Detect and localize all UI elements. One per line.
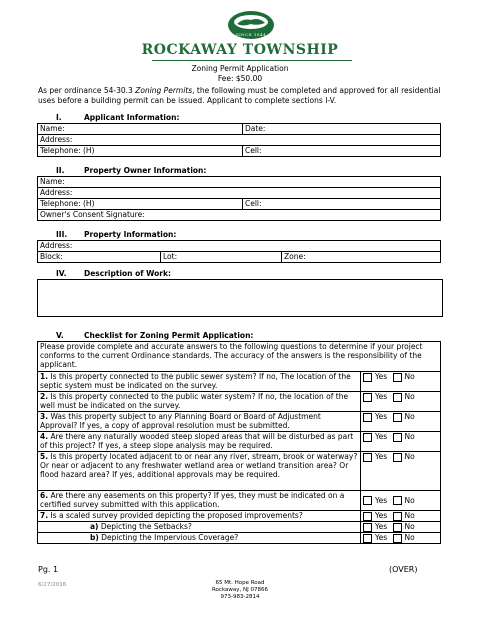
over-label: (OVER) (389, 565, 418, 574)
checklist-q7-answer: Yes No (361, 511, 441, 522)
checklist-intro: Please provide complete and accurate answers to the following questions to determine if your project conforms to the current Ordinance standards. The accuracy of the answers is the responsibility of the applicant. (38, 342, 441, 372)
footer-phone: 973-983-2814 (220, 594, 260, 600)
owner-telephone-field[interactable]: Telephone: (H) (38, 199, 243, 210)
section-5-title: V. Checklist for Zoning Permit Application: (56, 331, 254, 340)
q4-no-checkbox[interactable] (393, 433, 402, 442)
q6-yes-checkbox[interactable] (363, 496, 372, 505)
applicant-date-field[interactable]: Date: (243, 124, 441, 135)
q1-no-checkbox[interactable] (393, 373, 402, 382)
checklist-q4-answer: Yes No (361, 432, 441, 452)
owner-name-field[interactable]: Name: (38, 177, 441, 188)
property-address-field[interactable]: Address: (38, 241, 441, 252)
fee-label: Fee: $50.00 (217, 74, 263, 83)
checklist-q7a: a) Depicting the Setbacks? (38, 522, 361, 533)
checklist-q5: 5. Is this property located adjacent to or near any river, stream, brook or waterway? Or near or adjacent to any freshwater wetland area or wetland transition area? Or flood hazard area? If yes, additional approvals may be required. (38, 452, 361, 491)
township-logo-icon (227, 10, 275, 42)
property-table (37, 240, 441, 263)
q2-yes-checkbox[interactable] (363, 393, 372, 402)
checklist-q7: 7. Is a scaled survey provided depicting the proposed improvements? (38, 511, 361, 522)
checklist-q3: 3. Was this property subject to any Planning Board or Board of Adjustment Approval? If yes, a copy of approval resolution must be submitted. (38, 412, 361, 432)
q7a-yes-checkbox[interactable] (363, 523, 372, 532)
checklist-q1: 1. Is this property connected to the public sewer system? If no, The location of the septic system must be indicated on the survey. (38, 372, 361, 392)
footer-date: 6/27/2016 (38, 582, 67, 588)
owner-table (37, 176, 441, 221)
checklist-q2: 2. Is this property connected to the public water system? If no, the location of the well must be indicated on the survey. (38, 392, 361, 412)
form-title: Zoning Permit Application (191, 64, 289, 73)
owner-consent-field[interactable]: Owner's Consent Signature: (38, 210, 441, 221)
footer-address (180, 580, 300, 601)
q5-yes-checkbox[interactable] (363, 453, 372, 462)
checklist-q1-answer: Yes No (361, 372, 441, 392)
q7a-no-checkbox[interactable] (393, 523, 402, 532)
checklist-table (37, 341, 441, 544)
owner-cell-field[interactable]: Cell: (243, 199, 441, 210)
q7b-yes-checkbox[interactable] (363, 534, 372, 543)
checklist-q3-answer: Yes No (361, 412, 441, 432)
q5-no-checkbox[interactable] (393, 453, 402, 462)
applicant-telephone-field[interactable]: Telephone: (H) (38, 146, 243, 157)
q7-yes-checkbox[interactable] (363, 512, 372, 521)
page-number: Pg. 1 (38, 565, 59, 574)
description-of-work-box[interactable] (37, 279, 443, 317)
township-name: ROCKAWAY TOWNSHIP (141, 42, 339, 58)
checklist-q6: 6. Are there any easements on this property? If yes, they must be indicated on a certified survey submitted with this application. (38, 491, 361, 511)
section-2-title: II. Property Owner Information: (56, 166, 207, 175)
q6-no-checkbox[interactable] (393, 496, 402, 505)
q7-no-checkbox[interactable] (393, 512, 402, 521)
checklist-q7b: b) Depicting the Impervious Coverage? (38, 533, 361, 544)
applicant-name-field[interactable]: Name: (38, 124, 243, 135)
section-4-title: IV. Description of Work: (56, 269, 171, 278)
checklist-q2-answer: Yes No (361, 392, 441, 412)
q3-no-checkbox[interactable] (393, 413, 402, 422)
applicant-address-field[interactable]: Address: (38, 135, 441, 146)
checklist-q5-answer: Yes No (361, 452, 441, 491)
property-block-field[interactable]: Block: (38, 252, 161, 263)
property-zone-field[interactable]: Zone: (282, 252, 441, 263)
property-lot-field[interactable]: Lot: (161, 252, 282, 263)
q1-yes-checkbox[interactable] (363, 373, 372, 382)
section-3-title: III. Property Information: (56, 230, 177, 239)
applicant-table (37, 123, 441, 157)
section-1-title: I. Applicant Information: (56, 113, 180, 122)
checklist-q4: 4. Are there any naturally wooded steep sloped areas that will be disturbed as part of this project? If yes, a steep slope analysis may be required. (38, 432, 361, 452)
owner-address-field[interactable]: Address: (38, 188, 441, 199)
q3-yes-checkbox[interactable] (363, 413, 372, 422)
intro-paragraph: As per ordinance 54-30.3 Zoning Permits, the following must be completed and approved for all residential uses before a building permit can be issued. Applicant to complete sections I-V. (38, 86, 441, 105)
checklist-q6-answer: Yes No (361, 491, 441, 511)
q4-yes-checkbox[interactable] (363, 433, 372, 442)
q2-no-checkbox[interactable] (393, 393, 402, 402)
checklist-q7a-answer: Yes No (361, 522, 441, 533)
since-label: SINCE 1844 (235, 32, 267, 37)
header-rule (152, 60, 352, 61)
footer-address-line2: Rockaway, NJ 07866 (211, 587, 269, 593)
applicant-cell-field[interactable]: Cell: (243, 146, 441, 157)
q7b-no-checkbox[interactable] (393, 534, 402, 543)
footer-address-line1: 65 Mt. Hope Road (215, 580, 265, 586)
checklist-q7b-answer: Yes No (361, 533, 441, 544)
